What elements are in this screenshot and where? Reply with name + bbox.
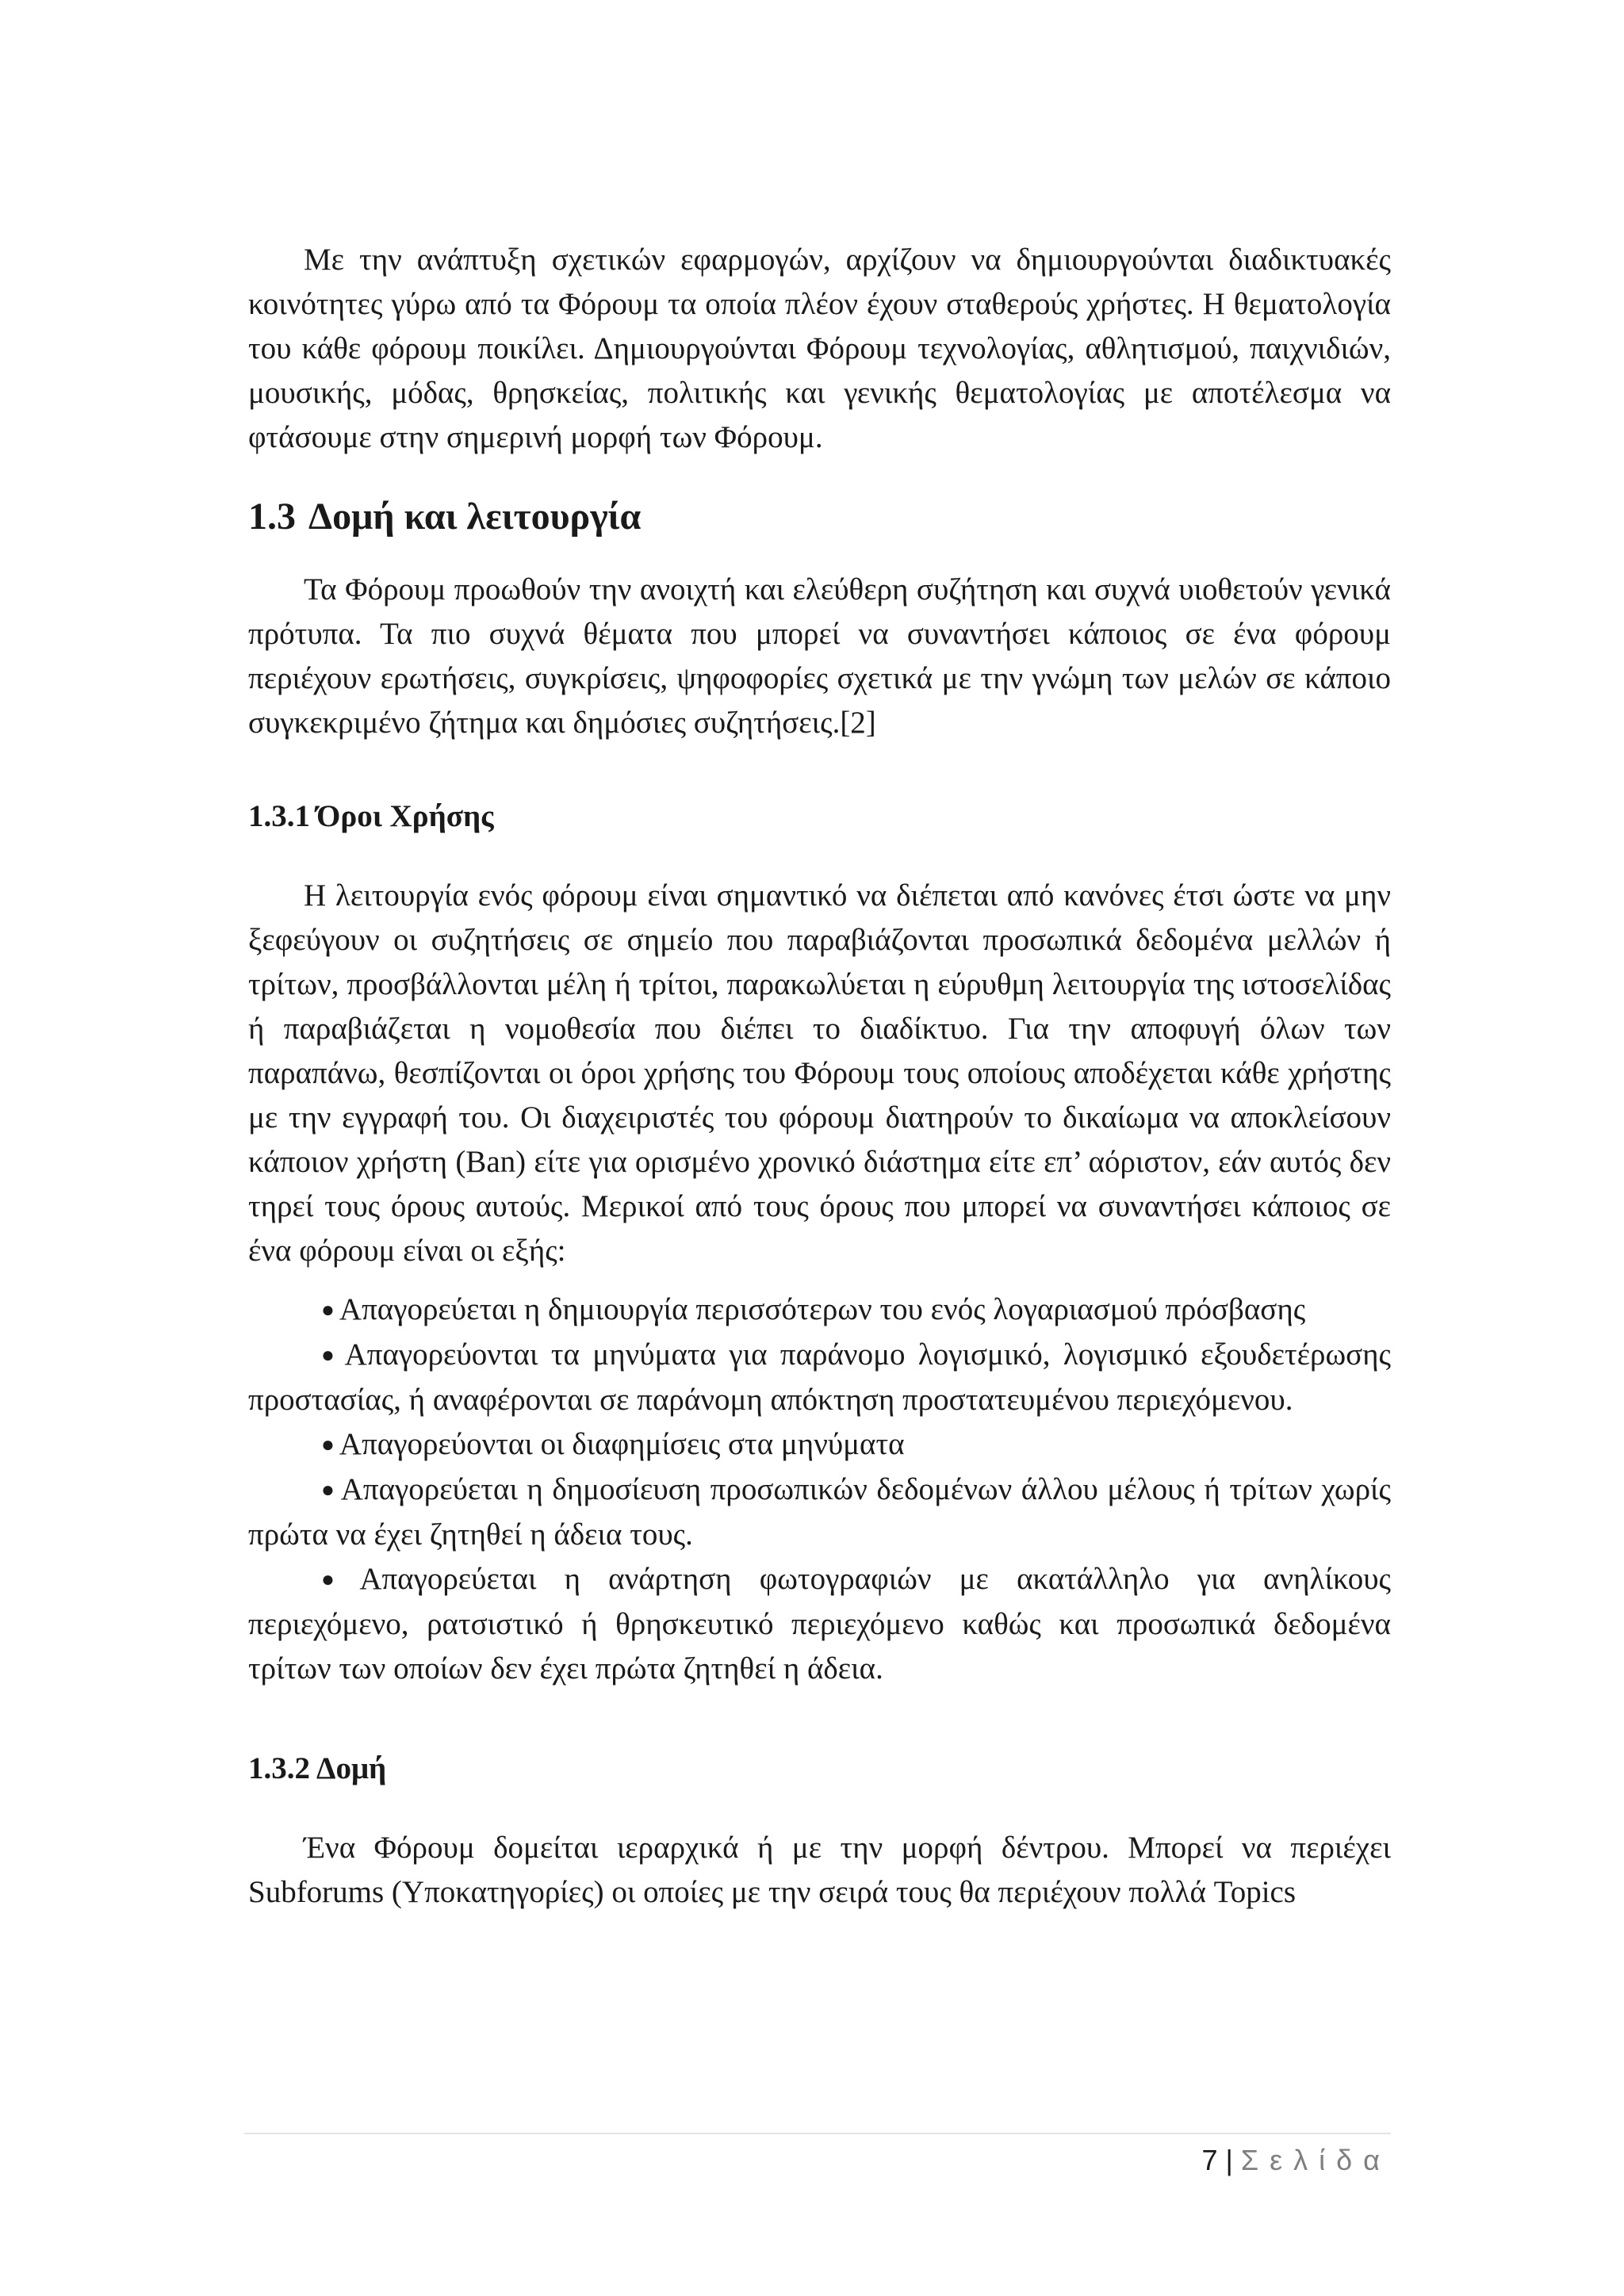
terms-list	[248, 1288, 1391, 1691]
footer-divider	[244, 2133, 1391, 2134]
section-heading-1-3-2	[248, 1747, 1391, 1791]
section-1-3-2-paragraph: Ένα Φόρουμ δομείται ιεραρχικά ή με την μορφή δέντρου. Μπορεί να περιέχει Subforums (Υποκατηγορίες) οι οποίες με την σειρά τους θα περιέχουν πολλά Topics	[248, 1831, 1391, 1909]
list-item	[248, 1288, 1391, 1333]
list-item-text: Απαγορεύεται η δημοσίευση προσωπικών δεδομένων άλλου μέλους ή τρίτων χωρίς πρώτα να έχει ζητηθεί η άδεια τους.	[248, 1472, 1391, 1552]
section-number: 1.3.1	[248, 799, 310, 833]
section-heading-1-3	[248, 493, 1391, 541]
section-number: 1.3.2	[248, 1751, 310, 1785]
page-number: 7	[1201, 2144, 1218, 2176]
document-body	[248, 238, 1391, 1915]
section-title: Όροι Χρήσης	[316, 799, 494, 833]
list-item	[248, 1468, 1391, 1557]
list-item-text: Απαγορεύεται η ανάρτηση φωτογραφιών με ακατάλληλο για ανηλίκους περιεχόμενο, ρατσιστικό ή θρησκευτικό περιεχόμενο καθώς και προσωπικά δεδομένα τρίτων των οποίων δεν έχει πρώτα ζητηθεί η άδεια.	[248, 1562, 1391, 1686]
list-item-text: Απαγορεύονται οι διαφημίσεις στα μηνύματα	[339, 1427, 905, 1461]
section-heading-1-3-1	[248, 794, 1391, 839]
page-footer	[1201, 2141, 1391, 2180]
footer-separator: |	[1225, 2144, 1233, 2176]
list-item	[248, 1422, 1391, 1468]
section-1-3-paragraph: Τα Φόρουμ προωθούν την ανοιχτή και ελεύθερη συζήτηση και συχνά υιοθετούν γενικά πρότυπα. Τα πιο συχνά θέματα που μπορεί να συναντήσει κάποιος σε ένα φόρουμ περιέχουν ερωτήσεις, συγκρίσεις, ψηφοφορίες σχετικά με την γνώμη των μελών σε κάποιο συγκεκριμένο ζήτημα και δημόσιες συζητήσεις.[2]	[248, 572, 1391, 740]
intro-paragraph: Με την ανάπτυξη σχετικών εφαρμογών, αρχίζουν να δημιουργούνται διαδικτυακές κοινότητες γύρω από τα Φόρουμ τα οποία πλέον έχουν σταθερούς χρήστες. Η θεματολογία του κάθε φόρουμ ποικίλει. Δημιουργούνται Φόρουμ τεχνολογίας, αθλητισμού, παιχνιδιών, μουσικής, μόδας, θρησκείας, πολιτικής και γενικής θεματολογίας με αποτέλεσμα να φτάσουμε στην σημερινή μορφή των Φόρουμ.	[248, 243, 1391, 454]
bullet-icon: ●	[321, 1478, 336, 1502]
section-number: 1.3	[248, 496, 296, 538]
list-item	[248, 1557, 1391, 1691]
section-1-3-1-paragraph: Η λειτουργία ενός φόρουμ είναι σημαντικό να διέπεται από κανόνες έτσι ώστε να μην ξεφεύγουν οι συζητήσεις σε σημείο που παραβιάζονται προσωπικά δεδομένα μελλών ή τρίτων, προσβάλλονται μέλη ή τρίτοι, παρακωλύεται η εύρυθμη λειτουργία της ιστοσελίδας ή παραβιάζεται η νομοθεσία που διέπει το διαδίκτυο. Για την αποφυγή όλων των παραπάνω, θεσπίζονται οι όροι χρήσης του Φόρουμ τους οποίους αποδέχεται κάθε χρήστης με την εγγραφή του. Οι διαχειριστές του φόρουμ διατηρούν το δικαίωμα να αποκλείσουν κάποιον χρήστη (Ban) είτε για ορισμένο χρονικό διάστημα είτε επ’ αόριστον, εάν αυτός δεν τηρεί τους όρους αυτούς. Μερικοί από τους όρους που μπορεί να συναντήσει κάποιος σε ένα φόρουμ είναι οι εξής:	[248, 878, 1391, 1268]
section-title: Δομή	[316, 1751, 387, 1785]
bullet-icon: ●	[321, 1433, 335, 1457]
list-item-text: Απαγορεύεται η δημιουργία περισσότερων του ενός λογαριασμού πρόσβασης	[339, 1292, 1306, 1326]
bullet-icon: ●	[321, 1343, 340, 1368]
list-item	[248, 1333, 1391, 1422]
list-item-text: Απαγορεύονται τα μηνύματα για παράνομο λογισμικό, λογισμικό εξουδετέρωσης προστασίας, ή αναφέρονται σε παράνομη απόκτηση προστατευμένου περιεχόμενου.	[248, 1337, 1391, 1417]
bullet-icon: ●	[321, 1567, 355, 1592]
page-word: Σελίδα	[1240, 2144, 1391, 2176]
bullet-icon: ●	[321, 1298, 335, 1322]
section-title: Δομή και λειτουργία	[308, 496, 642, 538]
